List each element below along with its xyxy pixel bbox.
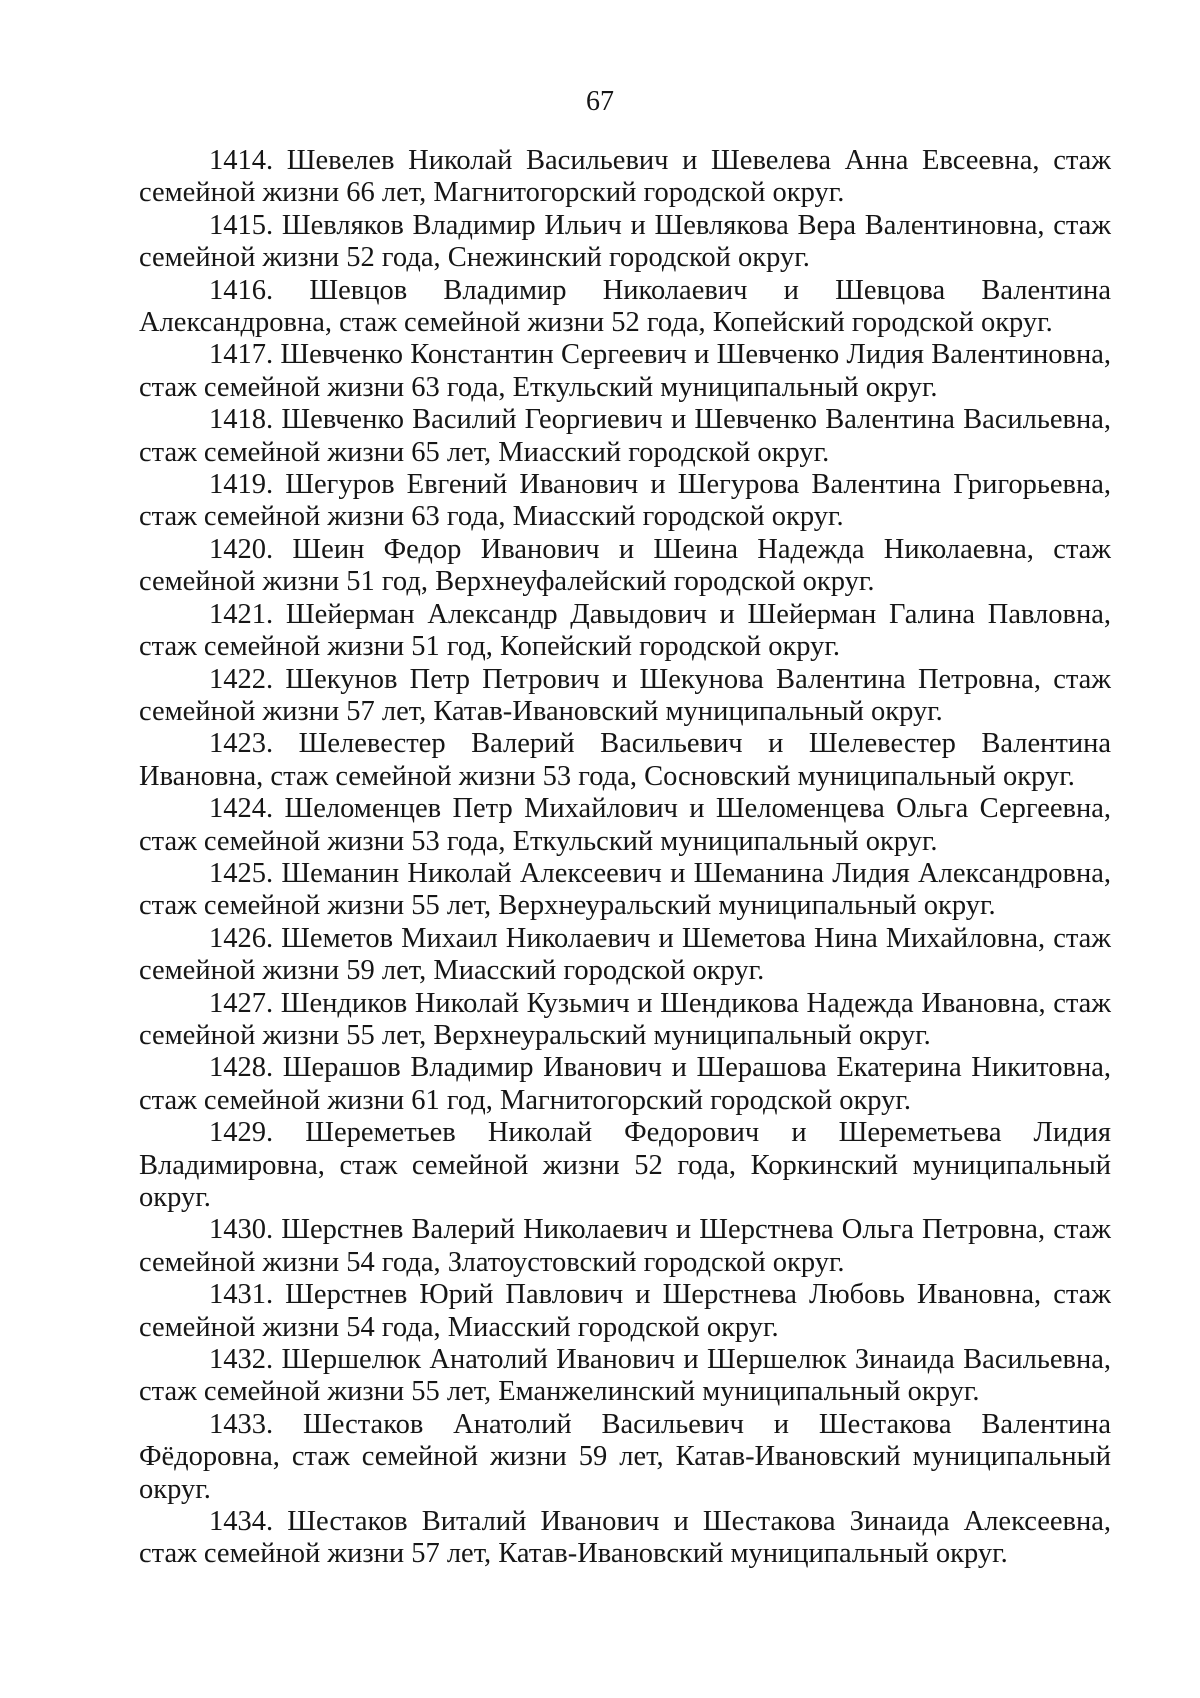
list-item: 1422. Шекунов Петр Петрович и Шекунова Валентина Петровна, стаж семейной жизни 57 лет, Катав-Ивановский муниципальный округ. xyxy=(139,663,1111,727)
list-item: 1423. Шелевестер Валерий Васильевич и Шелевестер Валентина Ивановна, стаж семейной жизни 53 года, Сосновский муниципальный округ. xyxy=(139,728,1111,792)
page-number: 67 xyxy=(586,86,614,117)
list-item: 1418. Шевченко Василий Георгиевич и Шевченко Валентина Васильевна, стаж семейной жизни 65 лет, Миасский городской округ. xyxy=(139,404,1111,468)
list-item: 1419. Шегуров Евгений Иванович и Шегурова Валентина Григорьевна, стаж семейной жизни 63 года, Миасский городской округ. xyxy=(139,469,1111,533)
list-item: 1414. Шевелев Николай Васильевич и Шевелева Анна Евсеевна, стаж семейной жизни 66 лет, Магнитогорский городской округ. xyxy=(139,145,1111,209)
list-item: 1424. Шеломенцев Петр Михайлович и Шеломенцева Ольга Сергеевна, стаж семейной жизни 53 года, Еткульский муниципальный округ. xyxy=(139,793,1111,857)
list-item: 1416. Шевцов Владимир Николаевич и Шевцова Валентина Александровна, стаж семейной жизни 52 года, Копейский городской округ. xyxy=(139,274,1111,339)
list-item: 1432. Шершелюк Анатолий Иванович и Шершелюк Зинаида Васильевна, стаж семейной жизни 55 лет, Еманжелинский муниципальный округ. xyxy=(139,1344,1111,1408)
list-item: 1421. Шейерман Александр Давыдович и Шейерман Галина Павловна, стаж семейной жизни 51 год, Копейский городской округ. xyxy=(139,598,1111,663)
list-item: 1427. Шендиков Николай Кузьмич и Шендикова Надежда Ивановна, стаж семейной жизни 55 лет, Верхнеуральский муниципальный округ. xyxy=(139,987,1111,1051)
list-item: 1430. Шерстнев Валерий Николаевич и Шерстнева Ольга Петровна, стаж семейной жизни 54 года, Златоустовский городской округ. xyxy=(139,1214,1111,1278)
list-item: 1434. Шестаков Виталий Иванович и Шестакова Зинаида Алексеевна, стаж семейной жизни 57 лет, Катав-Ивановский муниципальный округ. xyxy=(139,1506,1111,1570)
list-item: 1417. Шевченко Константин Сергеевич и Шевченко Лидия Валентиновна, стаж семейной жизни 63 года, Еткульский муниципальный округ. xyxy=(139,339,1111,403)
list-item: 1426. Шеметов Михаил Николаевич и Шеметова Нина Михайловна, стаж семейной жизни 59 лет, Миасский городской округ. xyxy=(139,922,1111,987)
list-item: 1415. Шевляков Владимир Ильич и Шевлякова Вера Валентиновна, стаж семейной жизни 52 года, Снежинский городской округ. xyxy=(139,209,1111,274)
entry-list xyxy=(139,145,1111,1571)
list-item: 1429. Шереметьев Николай Федорович и Шереметьева Лидия Владимировна, стаж семейной жизни 52 года, Коркинский муниципальный округ. xyxy=(139,1117,1111,1213)
list-item: 1431. Шерстнев Юрий Павлович и Шерстнева Любовь Ивановна, стаж семейной жизни 54 года, Миасский городской округ. xyxy=(139,1279,1111,1343)
list-item: 1425. Шеманин Николай Алексеевич и Шеманина Лидия Александровна, стаж семейной жизни 55 лет, Верхнеуральский муниципальный округ. xyxy=(139,857,1111,922)
list-item: 1428. Шерашов Владимир Иванович и Шерашова Екатерина Никитовна, стаж семейной жизни 61 год, Магнитогорский городской округ. xyxy=(139,1052,1111,1116)
list-item: 1420. Шеин Федор Иванович и Шеина Надежда Николаевна, стаж семейной жизни 51 год, Верхнеуфалейский городской округ. xyxy=(139,533,1111,598)
list-item: 1433. Шестаков Анатолий Васильевич и Шестакова Валентина Фёдоровна, стаж семейной жизни 59 лет, Катав-Ивановский муниципальный округ. xyxy=(139,1408,1111,1505)
